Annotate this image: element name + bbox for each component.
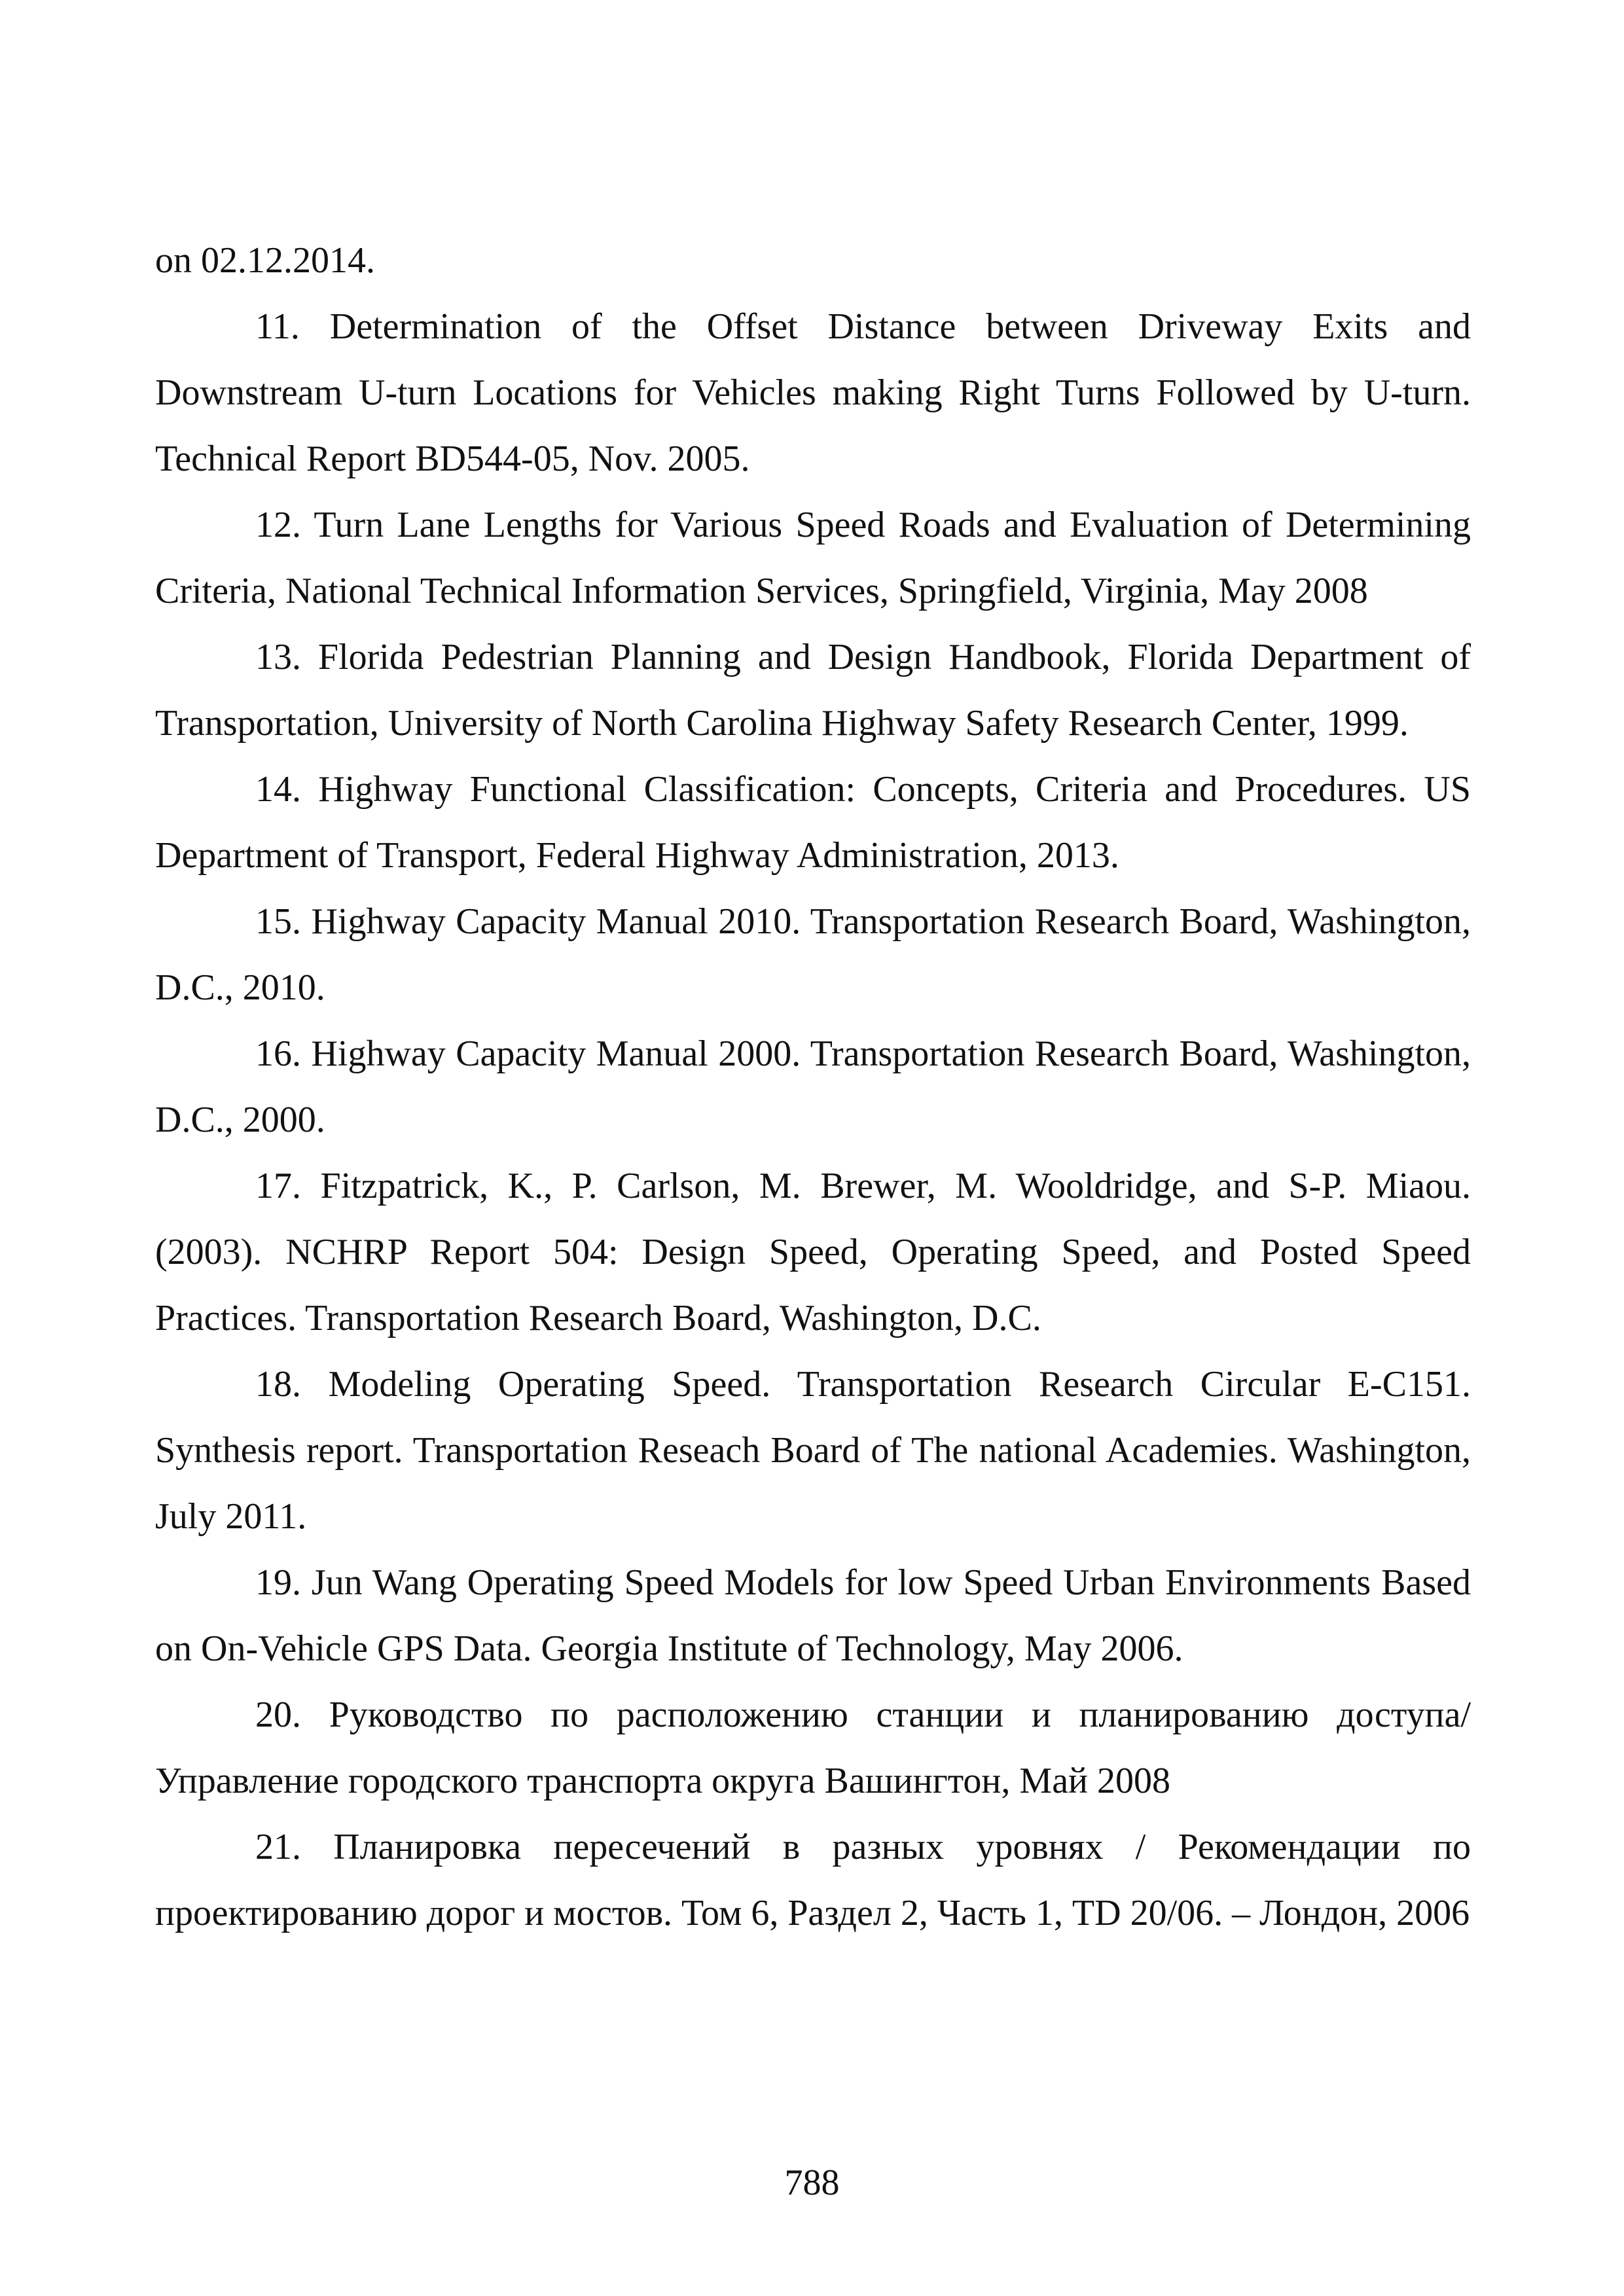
reference-item-12 xyxy=(155,492,1471,624)
reference-item-16 xyxy=(155,1021,1471,1153)
page-number: 788 xyxy=(784,2162,840,2203)
reference-number: 19. xyxy=(255,1562,301,1603)
continuation-text: on 02.12.2014. xyxy=(155,240,375,281)
reference-item-21 xyxy=(155,1814,1471,1946)
reference-text: Highway Capacity Manual 2000. Transportation Research Board, Washington, D.C., 2000. xyxy=(155,1033,1471,1140)
reference-text: Fitzpatrick, K., P. Carlson, M. Brewer, M. Wooldridge, and S-P. Miaou. (2003). NCHRP Report 504: Design Speed, Operating Speed, and Posted Speed Practices. Transportation Research Board, Washington, D.C. xyxy=(155,1166,1471,1338)
reference-number: 12. xyxy=(255,505,301,545)
reference-number: 18. xyxy=(255,1364,301,1405)
reference-list xyxy=(155,228,1471,1946)
reference-text: Jun Wang Operating Speed Models for low Speed Urban Environments Based on On-Vehicle GPS Data. Georgia Institute of Technology, May 2006. xyxy=(155,1562,1471,1669)
reference-item-13 xyxy=(155,624,1471,757)
reference-text: Highway Capacity Manual 2010. Transportation Research Board, Washington, D.C., 2010. xyxy=(155,901,1471,1008)
reference-number: 20. xyxy=(255,1695,301,1735)
reference-number: 11. xyxy=(255,306,300,347)
reference-text: Планировка пересечений в разных уровнях / Рекомендации по проектированию дорог и мостов. Том 6, Раздел 2, Часть 1, TD 20/06. – Лондон, 2006 xyxy=(155,1827,1471,1933)
reference-item-19 xyxy=(155,1550,1471,1682)
reference-text: Turn Lane Lengths for Various Speed Roads and Evaluation of Determining Criteria, National Technical Information Services, Springfield, Virginia, May 2008 xyxy=(155,505,1471,611)
reference-number: 17. xyxy=(255,1166,301,1206)
reference-item-18 xyxy=(155,1352,1471,1550)
reference-item-20 xyxy=(155,1682,1471,1814)
reference-number: 21. xyxy=(255,1827,301,1867)
reference-item-15 xyxy=(155,889,1471,1021)
reference-number: 15. xyxy=(255,901,301,942)
reference-text: Руководство по расположению станции и планированию доступа/ Управление городского транспорта округа Вашингтон, Май 2008 xyxy=(155,1695,1471,1801)
reference-text: Highway Functional Classification: Concepts, Criteria and Procedures. US Department of Transport, Federal Highway Administration, 2013. xyxy=(155,769,1471,876)
reference-text: Florida Pedestrian Planning and Design Handbook, Florida Department of Transportation, University of North Carolina Highway Safety Research Center, 1999. xyxy=(155,637,1471,744)
reference-text: Modeling Operating Speed. Transportation Research Circular E-C151. Synthesis report. Transportation Reseach Board of The national Academies. Washington, July 2011. xyxy=(155,1364,1471,1537)
reference-number: 13. xyxy=(255,637,301,677)
reference-text: Determination of the Offset Distance between Driveway Exits and Downstream U-turn Locations for Vehicles making Right Turns Followed by U-turn. Technical Report BD544-05, Nov. 2005. xyxy=(155,306,1471,479)
reference-item-11 xyxy=(155,294,1471,492)
reference-item-14 xyxy=(155,757,1471,889)
reference-number: 14. xyxy=(255,769,301,810)
reference-item-17 xyxy=(155,1153,1471,1352)
reference-number: 16. xyxy=(255,1033,301,1074)
